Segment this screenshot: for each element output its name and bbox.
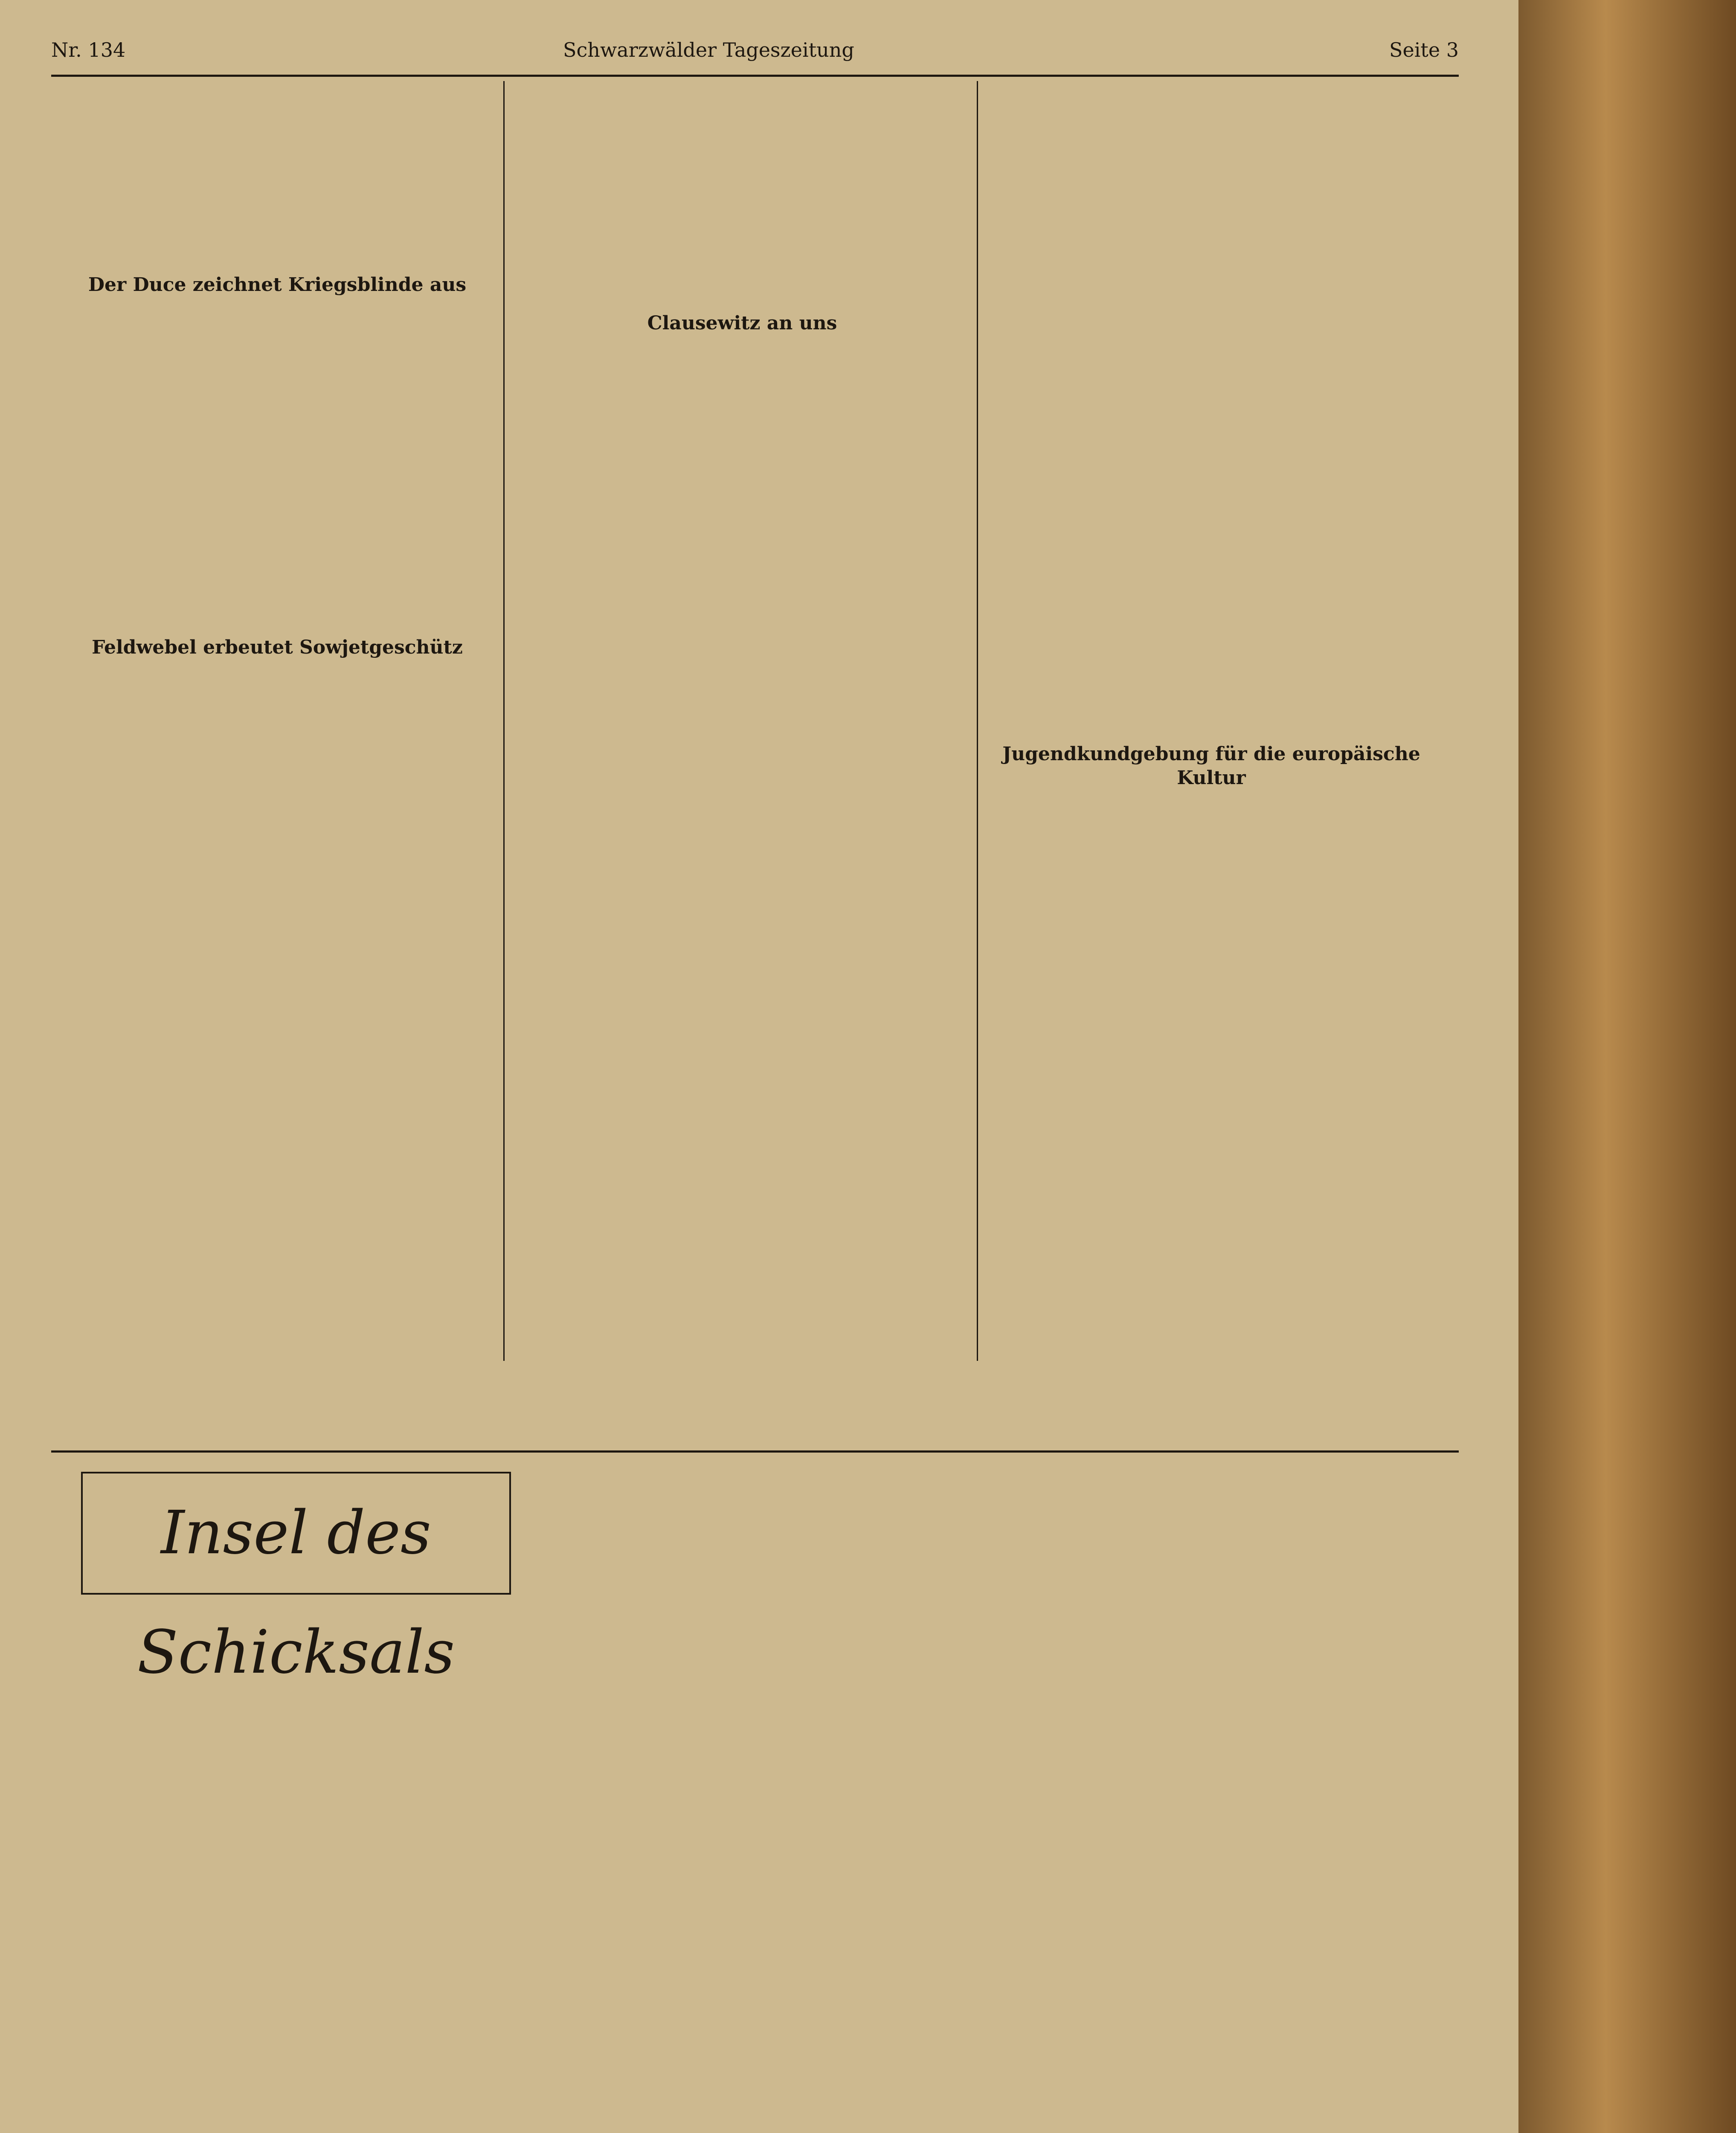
page-number: Seite 3	[1389, 38, 1459, 61]
issue-number: Nr. 134	[51, 38, 126, 61]
book-spine	[1518, 0, 1736, 2133]
column-divider-1	[503, 81, 505, 1361]
headline-jugend: Jugendkundgebung für die europäische Kultur	[1002, 743, 1420, 789]
column-divider-2	[977, 81, 978, 1361]
serial-header: Insel des Schicksals	[81, 1472, 511, 1595]
newspaper-title: Schwarzwälder Tageszeitung	[563, 38, 854, 61]
headline-duce: Der Duce zeichnet Kriegsblinde aus	[88, 274, 467, 296]
section-rule	[51, 1450, 1459, 1453]
masthead	[51, 38, 1459, 68]
headline-clausewitz: Clausewitz an uns	[647, 312, 837, 334]
headline-feldwebel: Feldwebel erbeutet Sowjetgeschütz	[92, 636, 463, 658]
masthead-rule	[51, 75, 1459, 77]
